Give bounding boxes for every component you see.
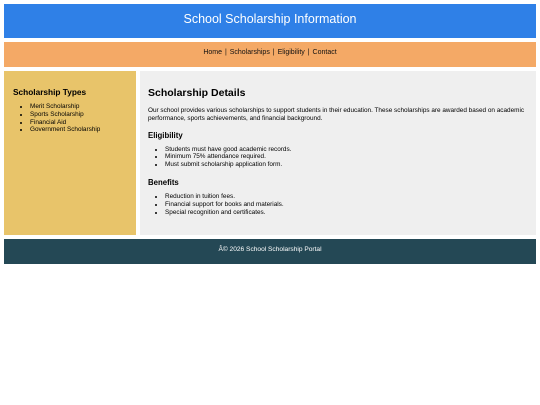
benefits-list <box>148 193 528 216</box>
main-content <box>140 71 536 235</box>
benefits-heading: Benefits <box>148 177 179 187</box>
nav-link-contact[interactable]: Contact <box>312 49 337 56</box>
list-item: • Students must have good academic records. <box>165 146 528 154</box>
footer-copyright: Â© 2026 School Scholarship Portal <box>218 246 322 253</box>
eligibility-list <box>148 146 528 169</box>
top-navigation <box>4 42 536 67</box>
sidebar-title: Scholarship Types <box>13 87 87 97</box>
nav-link-eligibility[interactable]: Eligibility <box>277 49 305 56</box>
intro-paragraph: Our school provides various scholarships to support students in their education. These scholarships are awarded based on academic performance, sports achievements, and financial background. <box>148 107 525 122</box>
site-footer <box>4 239 536 264</box>
list-item: • Government Scholarship <box>30 126 127 134</box>
nav-separator: | <box>307 49 310 56</box>
nav-link-scholarships[interactable]: Scholarships <box>229 49 270 56</box>
list-item: • Minimum 75% attendance required. <box>165 153 528 161</box>
nav-link-home[interactable]: Home <box>203 49 223 56</box>
nav-separator: | <box>272 49 275 56</box>
page-title: School Scholarship Information <box>183 12 357 26</box>
list-item: • Sports Scholarship <box>30 111 127 119</box>
list-item: • Must submit scholarship application form. <box>165 161 528 169</box>
list-item: • Financial support for books and materials. <box>165 201 528 209</box>
nav-separator: | <box>224 49 227 56</box>
eligibility-heading: Eligibility <box>148 130 183 140</box>
list-item: • Merit Scholarship <box>30 103 127 111</box>
section-title: Scholarship Details <box>148 87 246 99</box>
list-item: • Special recognition and certificates. <box>165 209 528 217</box>
site-header <box>4 4 536 38</box>
scholarship-types-list <box>13 103 127 134</box>
list-item: • Reduction in tuition fees. <box>165 193 528 201</box>
sidebar <box>4 71 136 235</box>
list-item: • Financial Aid <box>30 119 127 127</box>
